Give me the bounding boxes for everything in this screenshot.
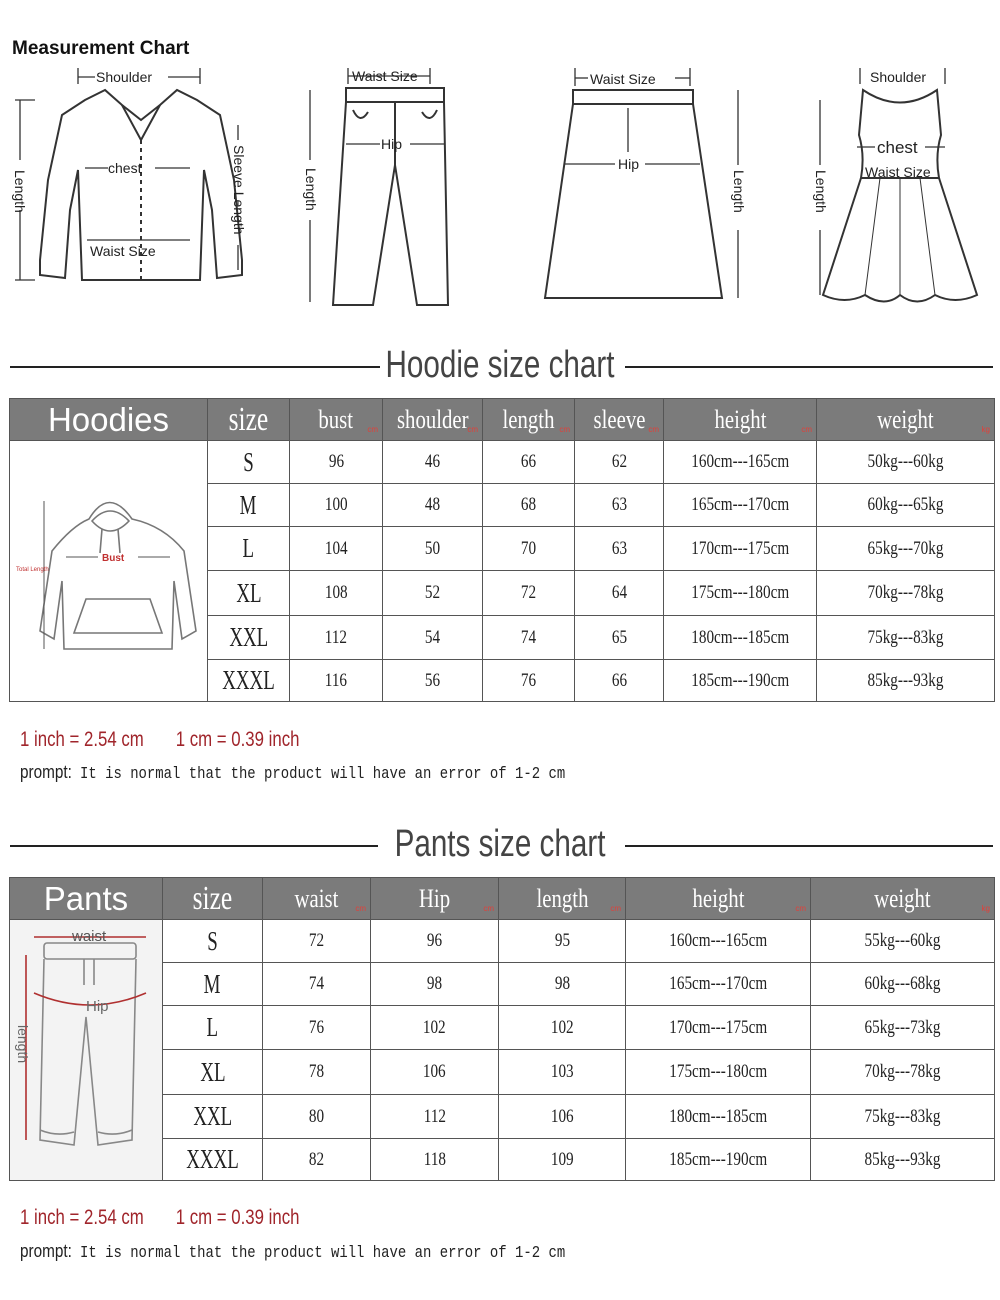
pants-row-s-waist: 72 [263,920,371,963]
pants-section-title: Pants size chart [394,823,606,865]
pants-row-l-height: 170cm---175cm [626,1006,811,1050]
skirt-waist-label: Waist Size [590,71,656,87]
hoodie-row-m-height: 165cm---170cm [664,484,817,527]
dress-shoulder-label: Shoulder [870,69,927,85]
hoodie-row-xxxl-length: 76 [483,660,575,702]
dress-diagram [805,60,995,310]
pants-row-xl-hip: 106 [371,1050,499,1095]
hoodie-cm-to-inch: 1 cm = 0.39 inch [175,728,300,751]
hoodie-prompt-text: It is normal that the product will have an error of 1-2 cm [80,765,566,784]
hoodie-row-xxxl-size: XXXL [208,660,290,702]
pants-row-l-hip: 102 [371,1006,499,1050]
hoodie-row-m-weight: 60kg---65kg [817,484,995,527]
pants-row-xl-waist: 78 [263,1050,371,1095]
pants-row-m-size: M [163,963,263,1006]
pants-row-s-length: 95 [499,920,626,963]
pants-diagram [298,60,458,310]
hoodie-col-length: length cm [483,399,575,441]
pants-row-xxl-height: 180cm---185cm [626,1095,811,1139]
hoodie-row-xl-bust: 108 [290,571,383,616]
skirt-hip-label: Hip [618,156,640,172]
skirt-length-label: Length [731,170,747,213]
shirt-waist-label: Waist Size [90,243,156,259]
hoodie-row-s-bust: 96 [290,441,383,484]
pants-row-xxxl-hip: 118 [371,1139,499,1181]
pants-col-hip: Hip cm [371,878,499,920]
pants-row-xl-size: XL [163,1050,263,1095]
hoodie-col-weight: weight kg [817,399,995,441]
hoodie-row-xxl-weight: 75kg---83kg [817,616,995,660]
hoodie-row-s-length: 66 [483,441,575,484]
hoodie-unit-conversion [20,728,299,752]
pants-prompt-label: prompt: [20,1241,72,1261]
hoodie-col-sleeve: sleeve cm [575,399,664,441]
hoodie-row-xl-shoulder: 52 [383,571,483,616]
hoodie-row-xxxl-height: 185cm---190cm [664,660,817,702]
hoodie-row-xl-sleeve: 64 [575,571,664,616]
pants-row-m-height: 165cm---170cm [626,963,811,1006]
pants-row-xxxl-waist: 82 [263,1139,371,1181]
pants-row-s-weight: 55kg---60kg [811,920,995,963]
pants-row-xxl-length: 106 [499,1095,626,1139]
hoodie-row-s-weight: 50kg---60kg [817,441,995,484]
pants-row-m-weight: 60kg---68kg [811,963,995,1006]
hoodie-row-s-size: S [208,441,290,484]
dress-length-label: Length [813,170,829,213]
hoodie-row-xxl-bust: 112 [290,616,383,660]
pants-row-xxxl-size: XXXL [163,1139,263,1181]
hoodie-row-s-shoulder: 46 [383,441,483,484]
pants-row-xxl-waist: 80 [263,1095,371,1139]
pants-row-xxxl-height: 185cm---190cm [626,1139,811,1181]
pants-row-xl-weight: 70kg---78kg [811,1050,995,1095]
pants-hip-label: Hip [381,136,403,152]
hoodie-col-bust: bust cm [290,399,383,441]
hoodie-row-l-bust: 104 [290,527,383,571]
hoodie-corner-header: Hoodies [10,399,208,441]
hoodie-illustration-cell [10,441,208,702]
pants-row-m-length: 98 [499,963,626,1006]
pants-illustration [298,60,458,310]
hoodie-illustration [14,481,204,661]
pants-illustration-cell [10,920,163,1181]
hoodie-row-m-shoulder: 48 [383,484,483,527]
hoodie-row-l-shoulder: 50 [383,527,483,571]
hoodie-row-xxxl-weight: 85kg---93kg [817,660,995,702]
dress-chest-label: chest [877,138,918,157]
hoodie-size-table [9,398,995,702]
hoodie-row-m-size: M [208,484,290,527]
hoodie-section-title: Hoodie size chart [385,344,615,386]
hoodie-prompt-note [20,762,672,784]
pants-col-waist: waist cm [263,878,371,920]
skirt-diagram [540,60,755,310]
pants-size-table [9,877,995,1181]
pants-row-xxxl-weight: 85kg---93kg [811,1139,995,1181]
hoodie-total-length-label: Total Length [15,567,49,573]
pants-sweatpants-illustration [14,925,159,1175]
pants-row-s-height: 160cm---165cm [626,920,811,963]
hoodie-row-s-height: 160cm---165cm [664,441,817,484]
shirt-sleeve-label: Sleeve Length [231,145,247,235]
shirt-length-label: Length [12,170,28,213]
pants-row-xl-height: 175cm---180cm [626,1050,811,1095]
hoodie-row-xl-size: XL [208,571,290,616]
pants-col-weight: weight kg [811,878,995,920]
dress-illustration [805,60,995,310]
pants-illus-length-label: length [14,1025,31,1064]
pants-row-xxl-size: XXL [163,1095,263,1139]
hoodie-row-s-sleeve: 62 [575,441,664,484]
hoodie-row-l-sleeve: 63 [575,527,664,571]
pants-title-rule-right [625,845,993,847]
pants-length-label: Length [303,168,319,211]
pants-unit-conversion [20,1206,299,1230]
hoodie-row-xxl-sleeve: 65 [575,616,664,660]
shirt-shoulder-label: Shoulder [96,69,153,85]
hoodie-col-size: size [208,399,290,441]
hoodie-row-l-size: L [208,527,290,571]
pants-row-l-size: L [163,1006,263,1050]
dress-waist-label: Waist Size [865,164,931,180]
hoodie-row-xl-length: 72 [483,571,575,616]
pants-row-xxl-hip: 112 [371,1095,499,1139]
pants-row-xxl-weight: 75kg---83kg [811,1095,995,1139]
hoodie-row-m-sleeve: 63 [575,484,664,527]
pants-prompt-text: It is normal that the product will have an error of 1-2 cm [80,1244,566,1263]
pants-row-s-size: S [163,920,263,963]
measurement-chart-title: Measurement Chart [12,38,190,59]
pants-row-l-weight: 65kg---73kg [811,1006,995,1050]
pants-corner-header: Pants [10,878,163,920]
pants-cm-to-inch: 1 cm = 0.39 inch [175,1206,300,1229]
pants-row-l-length: 102 [499,1006,626,1050]
hoodie-prompt-label: prompt: [20,762,72,782]
hoodie-row-xl-height: 175cm---180cm [664,571,817,616]
hoodie-row-xxxl-sleeve: 66 [575,660,664,702]
skirt-illustration [540,60,755,310]
hoodie-col-shoulder: shoulder cm [383,399,483,441]
pants-row-m-hip: 98 [371,963,499,1006]
hoodie-col-height: height cm [664,399,817,441]
shirt-chest-label: chest [108,160,142,176]
pants-row-xl-length: 103 [499,1050,626,1095]
pants-illus-waist-label: waist [71,928,106,945]
hoodie-inch-to-cm: 1 inch = 2.54 cm [20,728,144,751]
pants-row-xxxl-length: 109 [499,1139,626,1181]
hoodie-row-l-weight: 65kg---70kg [817,527,995,571]
pants-prompt-note [20,1241,672,1263]
hoodie-row-l-length: 70 [483,527,575,571]
pants-inch-to-cm: 1 inch = 2.54 cm [20,1206,144,1229]
pants-row-m-waist: 74 [263,963,371,1006]
hoodie-row-xxl-size: XXL [208,616,290,660]
pants-col-length: length cm [499,878,626,920]
hoodie-title-rule-right [625,366,993,368]
pants-row-s-hip: 96 [371,920,499,963]
pants-row-l-waist: 76 [263,1006,371,1050]
pants-illus-hip-label: Hip [85,998,109,1015]
hoodie-row-xl-weight: 70kg---78kg [817,571,995,616]
hoodie-bust-label: Bust [101,553,124,564]
hoodie-row-xxxl-bust: 116 [290,660,383,702]
hoodie-row-xxl-shoulder: 54 [383,616,483,660]
hoodie-row-m-bust: 100 [290,484,383,527]
hoodie-row-xxl-length: 74 [483,616,575,660]
shirt-diagram [10,60,250,310]
pants-waist-label: Waist Size [352,68,418,84]
pants-col-size: size [163,878,263,920]
shirt-illustration [10,60,250,310]
hoodie-row-m-length: 68 [483,484,575,527]
pants-col-height: height cm [626,878,811,920]
hoodie-row-xxxl-shoulder: 56 [383,660,483,702]
hoodie-row-l-height: 170cm---175cm [664,527,817,571]
hoodie-row-xxl-height: 180cm---185cm [664,616,817,660]
